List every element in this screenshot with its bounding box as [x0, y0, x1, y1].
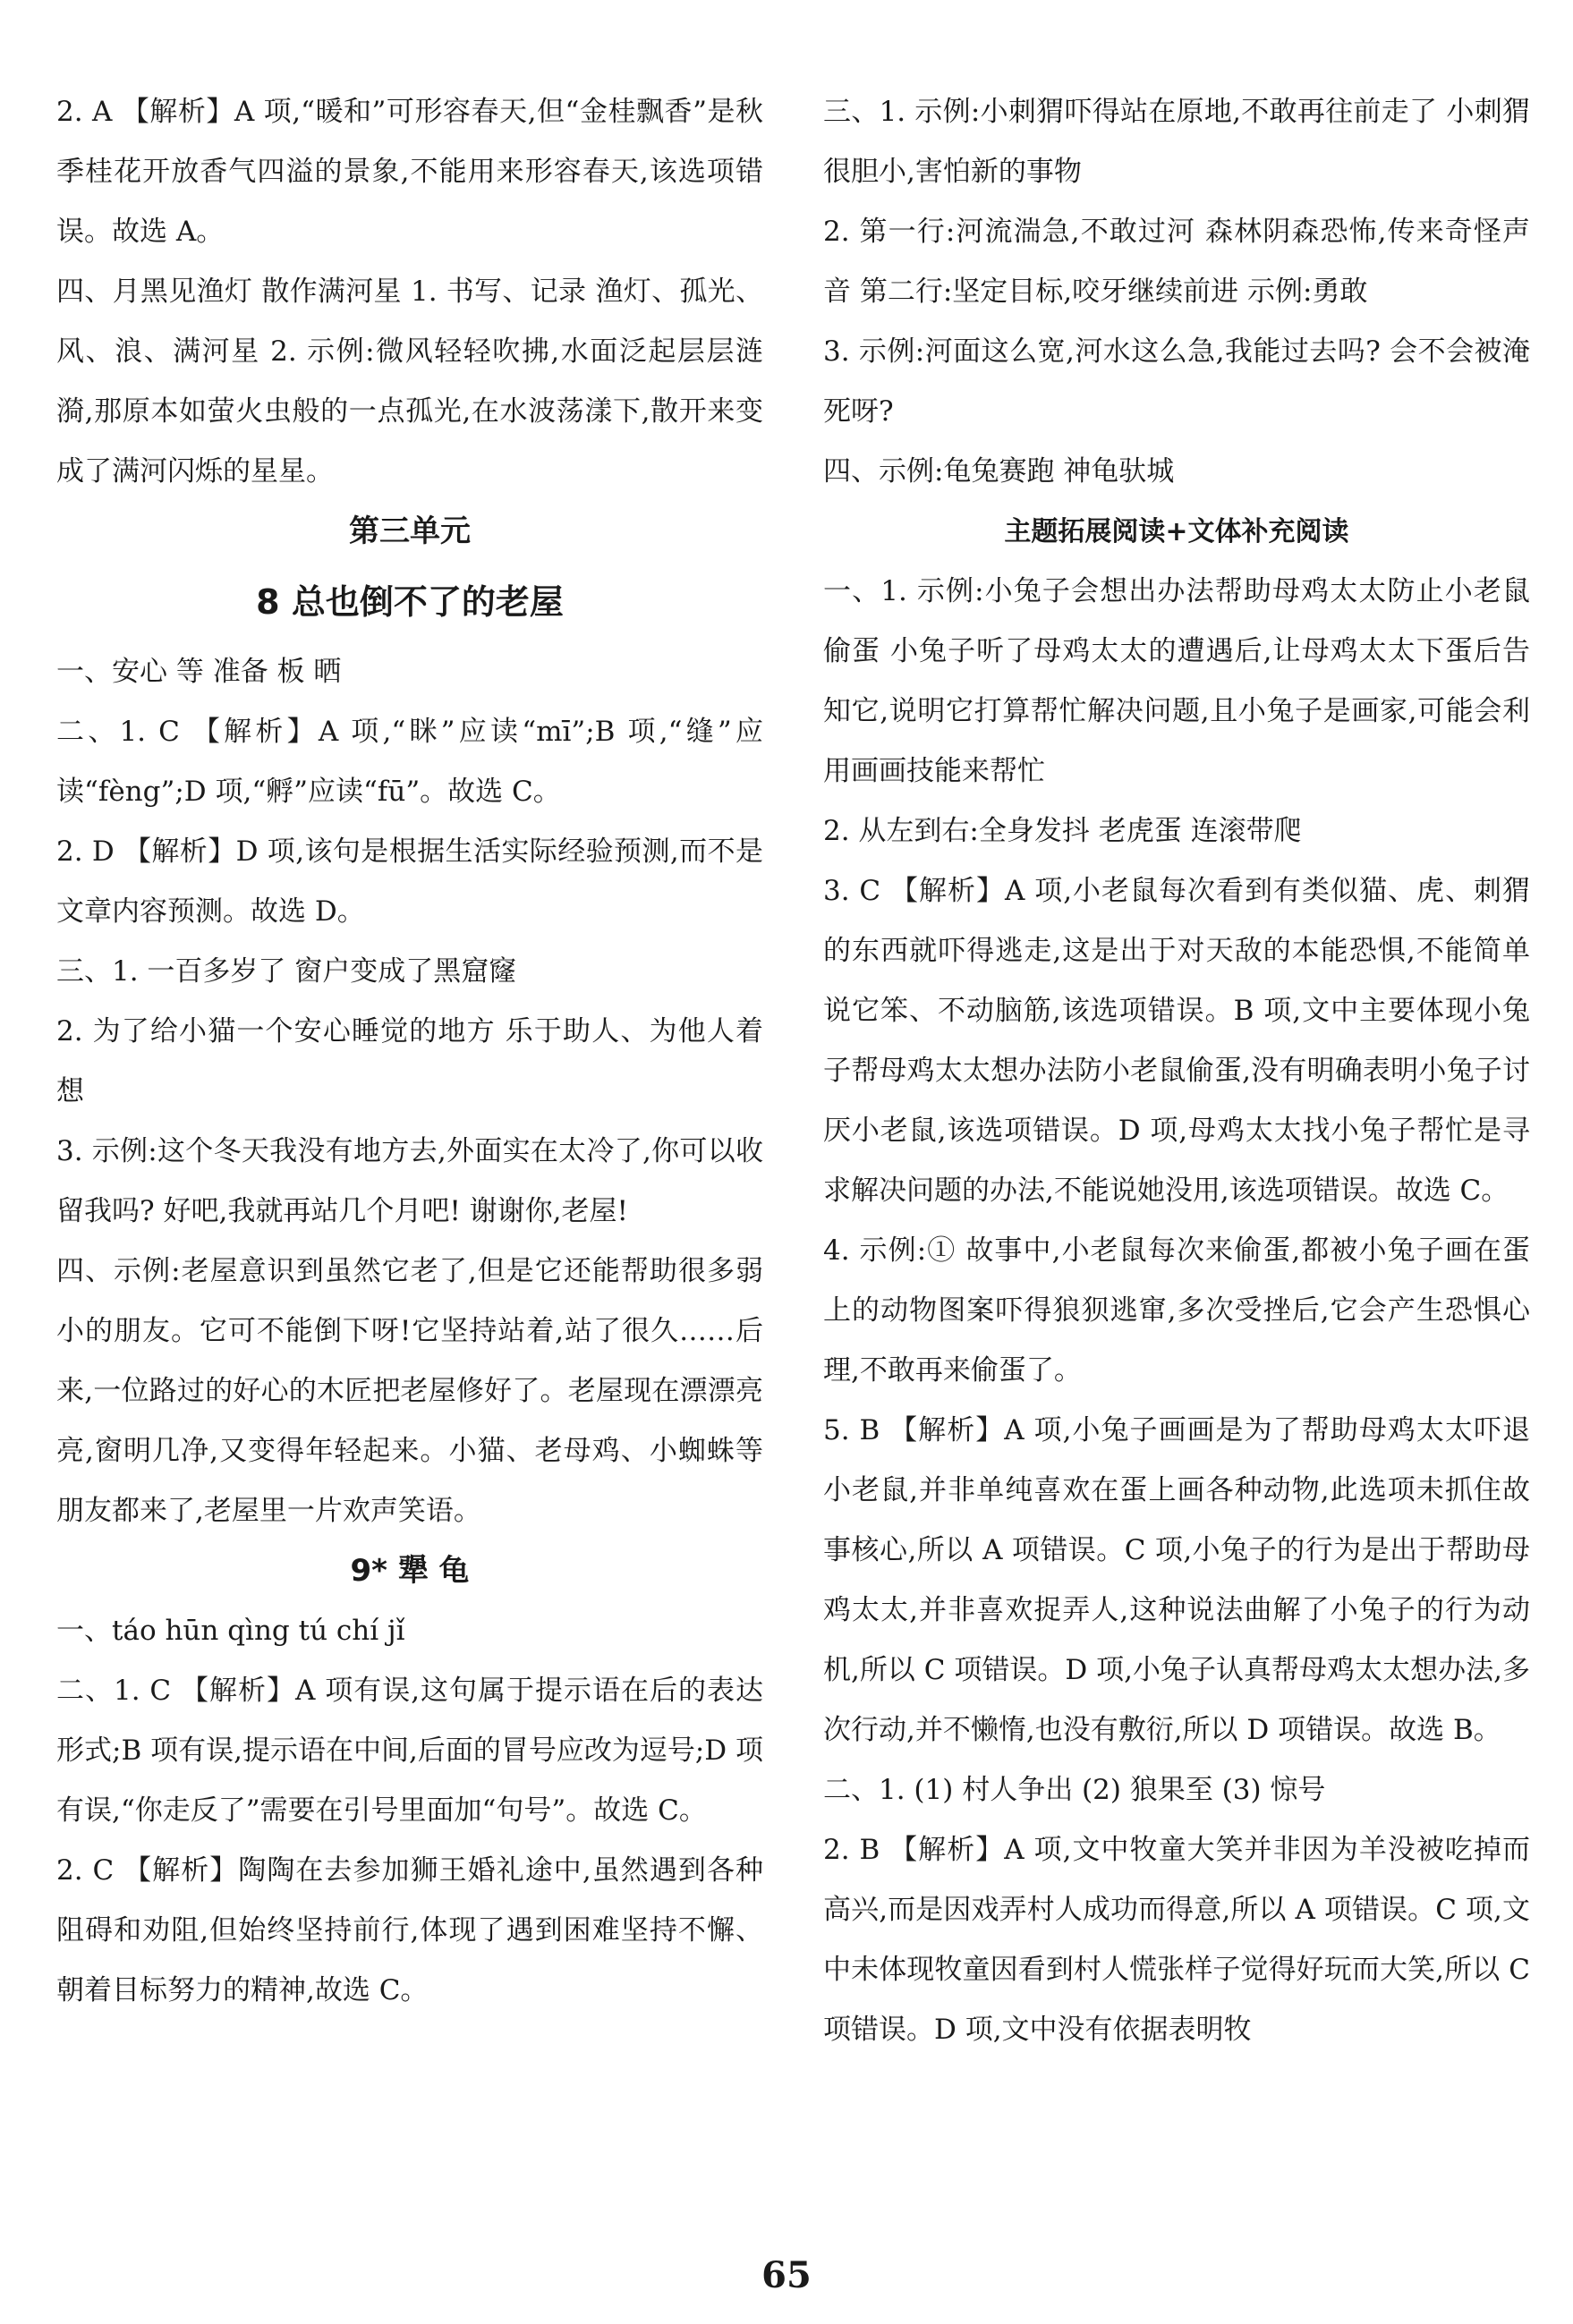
- answer-paragraph: 2. D 【解析】D 项,该句是根据生活实际经验预测,而不是文章内容预测。故选 D。: [56, 835, 763, 928]
- answer-paragraph: 3. C 【解析】A 项,小老鼠每次看到有类似猫、虎、刺猬的东西就吓得逃走,这是出于对天敌的本能恐惧,不能简单说它笨、不动脑筋,该选项错误。B 项,文中主要体现小兔子帮母鸡太太想办法防小老鼠偷蛋,没有明确表明小兔子讨厌小老鼠,该选项错误。D 项,母鸡太太找小兔子帮忙是寻求解决问题的办法,不能说她没用,该选项错误。故选 C。: [823, 875, 1530, 1207]
- answer-paragraph: 四、示例:龟兔赛跑 神龟驮城: [823, 455, 1175, 488]
- answer-paragraph: 3. 示例:这个冬天我没有地方去,外面实在太冷了,你可以收留我吗? 好吧,我就再站几个月吧! 谢谢你,老屋!: [56, 1135, 763, 1227]
- answer-paragraph: 2. 第一行:河流湍急,不敢过河 森林阴森恐怖,传来奇怪声音 第二行:坚定目标,咬牙继续前进 示例:勇敢: [823, 216, 1530, 308]
- answer-paragraph: 2. C 【解析】陶陶在去参加狮王婚礼途中,虽然遇到各种阻碍和劝阻,但始终坚持前行,体现了遇到困难坚持不懈、朝着目标努力的精神,故选 C。: [56, 1854, 763, 2006]
- answer-paragraph: 三、1. 一百多岁了 窗户变成了黑窟窿: [56, 955, 517, 988]
- answer-paragraph: 二、1. C 【解析】A 项有误,这句属于提示语在后的表达形式;B 项有误,提示语在中间,后面的冒号应改为逗号;D 项有误,“你走反了”需要在引号里面加“句号”。故选 C。: [56, 1675, 763, 1827]
- left-column: [56, 82, 763, 2021]
- answer-paragraph: 2. 从左到右:全身发抖 老虎蛋 连滚带爬: [823, 815, 1302, 847]
- section-heading: 9* 犟 龟: [350, 1553, 470, 1589]
- answer-paragraph: 4. 示例:① 故事中,小老鼠每次来偷蛋,都被小兔子画在蛋上的动物图案吓得狼狈逃窜,多次受挫后,它会产生恐惧心理,不敢再来偷蛋了。: [823, 1234, 1530, 1387]
- answer-paragraph: 一、安心 等 准备 板 晒: [56, 656, 342, 688]
- answer-paragraph: 一、táo hūn qìng tú chí jǐ: [56, 1615, 405, 1647]
- section-heading: 主题拓展阅读+文体补充阅读: [1004, 516, 1349, 547]
- answer-paragraph: 5. B 【解析】A 项,小兔子画画是为了帮助母鸡太太吓退小老鼠,并非单纯喜欢在蛋上画各种动物,此选项未抓住故事核心,所以 A 项错误。C 项,小兔子的行为是出于帮助母鸡太太,并非喜欢捉弄人,这种说法曲解了小兔子的行为动机,所以 C 项错误。D 项,小兔子认真帮母鸡太太想办法,多次行动,并不懒惰,也没有敷衍,所以 D 项错误。故选 B。: [823, 1414, 1530, 1746]
- answer-paragraph: 二、1. C 【解析】A 项,“眯”应读“mī”;B 项,“缝”应读“fèng”;D 项,“孵”应读“fū”。故选 C。: [56, 716, 763, 808]
- answer-paragraph: 2. A 【解析】A 项,“暖和”可形容春天,但“金桂飘香”是秋季桂花开放香气四溢的景象,不能用来形容春天,该选项错误。故选 A。: [56, 96, 763, 248]
- answer-paragraph: 四、示例:老屋意识到虽然它老了,但是它还能帮助很多弱小的朋友。它可不能倒下呀!它坚持站着,站了很久……后来,一位路过的好心的木匠把老屋修好了。老屋现在漂漂亮亮,窗明几净,又变得年轻起来。小猫、老母鸡、小蜘蛛等朋友都来了,老屋里一片欢声笑语。: [56, 1255, 763, 1527]
- page-number: 65: [761, 2254, 812, 2296]
- answer-paragraph: 一、1. 示例:小兔子会想出办法帮助母鸡太太防止小老鼠偷蛋 小兔子听了母鸡太太的遭遇后,让母鸡太太下蛋后告知它,说明它打算帮忙解决问题,且小兔子是画家,可能会利用画画技能来帮忙: [823, 575, 1530, 787]
- answer-paragraph: 四、月黑见渔灯 散作满河星 1. 书写、记录 渔灯、孤光、风、浪、满河星 2. 示例:微风轻轻吹拂,水面泛起层层涟漪,那原本如萤火虫般的一点孤光,在水波荡漾下,散开来变成了满河闪烁的星星。: [56, 276, 763, 488]
- section-heading: 第三单元: [349, 513, 471, 549]
- section-heading: 8 总也倒不了的老屋: [256, 582, 564, 622]
- answer-paragraph: 二、1. (1) 村人争出 (2) 狼果至 (3) 惊号: [823, 1774, 1326, 1806]
- answer-paragraph: 2. B 【解析】A 项,文中牧童大笑并非因为羊没被吃掉而高兴,而是因戏弄村人成功而得意,所以 A 项错误。C 项,文中未体现牧童因看到村人慌张样子觉得好玩而大笑,所以 C 项错误。D 项,文中没有依据表明牧: [823, 1834, 1530, 2046]
- right-column: [823, 82, 1530, 2060]
- answer-paragraph: 三、1. 示例:小刺猬吓得站在原地,不敢再往前走了 小刺猬很胆小,害怕新的事物: [823, 96, 1530, 188]
- answer-paragraph: 2. 为了给小猫一个安心睡觉的地方 乐于助人、为他人着想: [56, 1015, 763, 1107]
- answer-paragraph: 3. 示例:河面这么宽,河水这么急,我能过去吗? 会不会被淹死呀?: [823, 335, 1530, 428]
